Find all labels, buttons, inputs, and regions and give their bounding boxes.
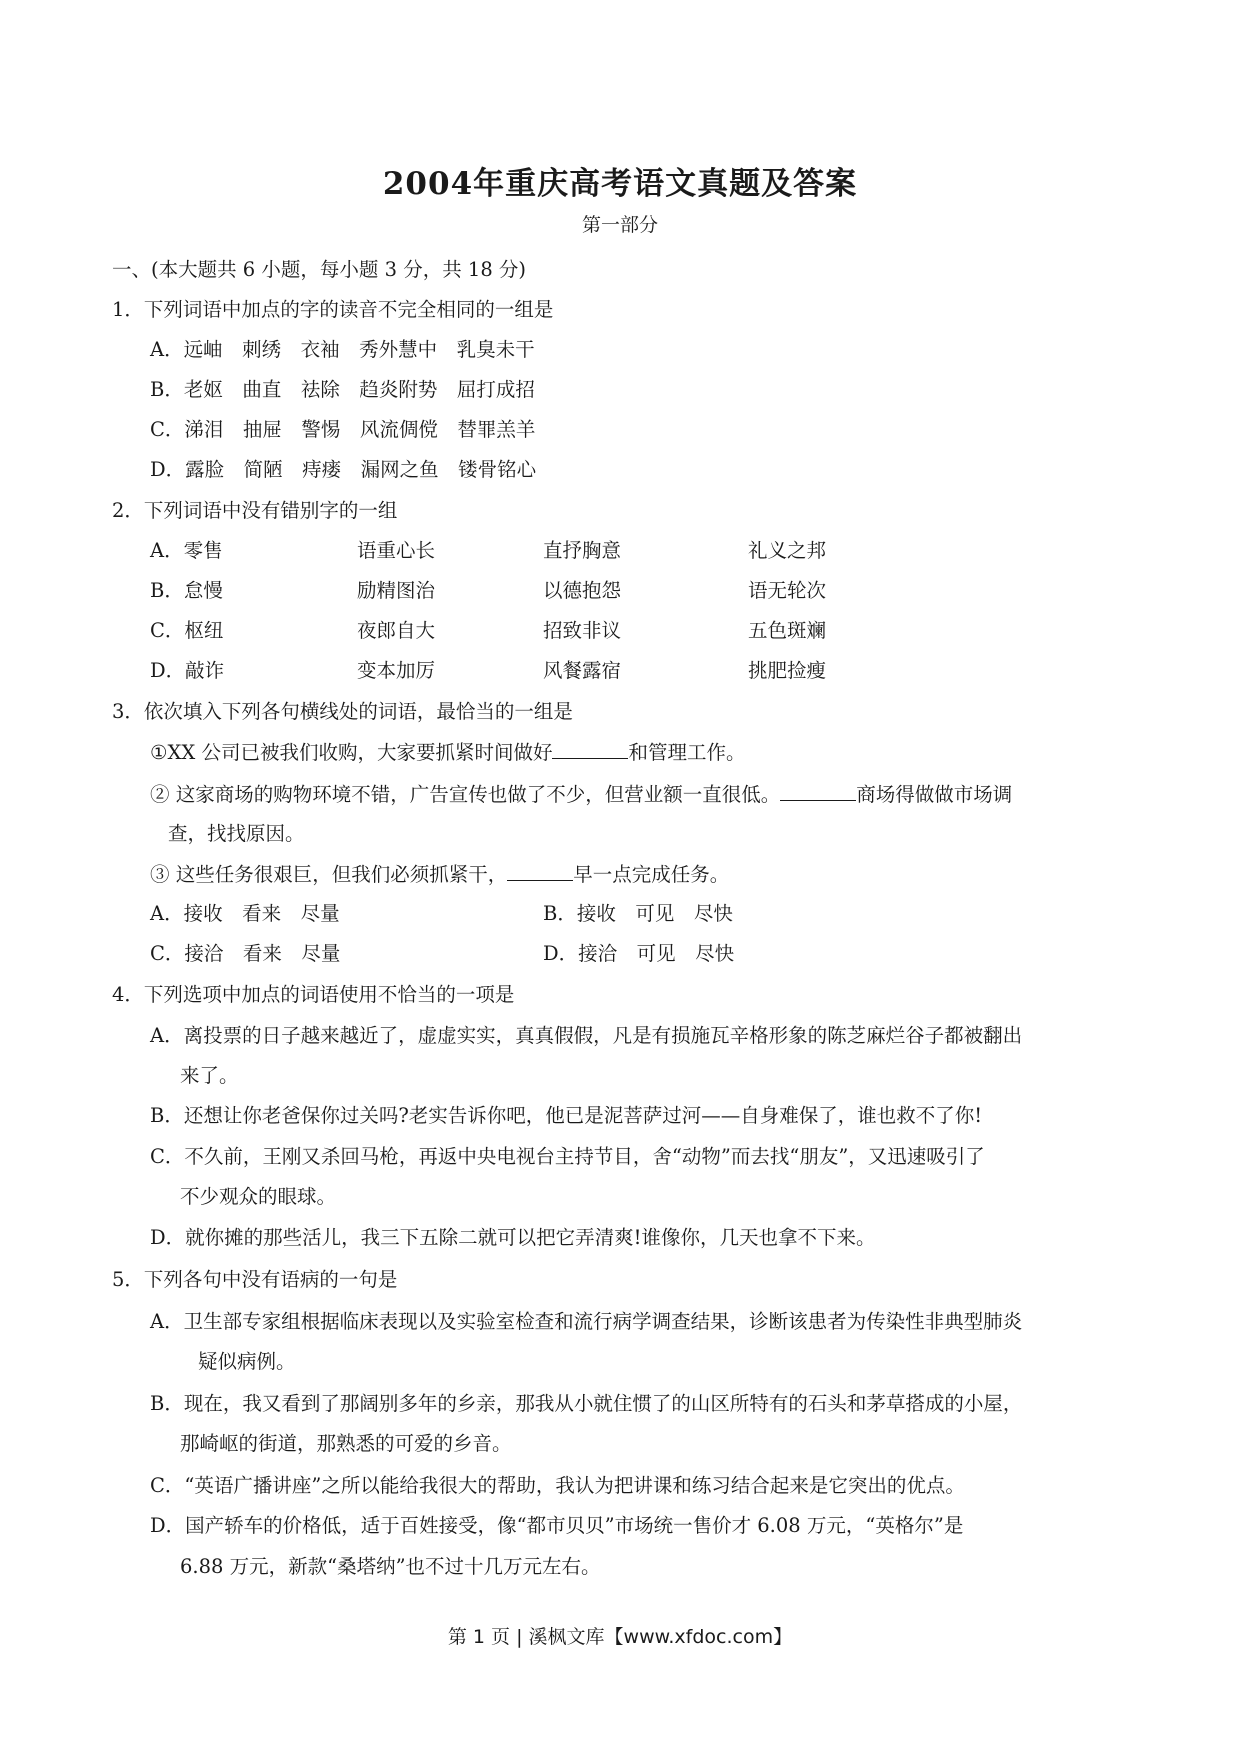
- q2-option-d-c4: 挑肥捡瘦: [748, 659, 827, 682]
- q5-option-a-cont: 疑似病例。: [198, 1350, 296, 1373]
- q2-option-c-c3: 招致非议: [543, 619, 622, 642]
- q4-option-c-cont: 不少观众的眼球。: [180, 1185, 337, 1208]
- page-title: 2004年重庆高考语文真题及答案: [382, 166, 858, 202]
- q2-option-b-c2: 励精图治: [357, 579, 436, 602]
- q3-option-a: A．接收 看来 尽量: [150, 902, 340, 925]
- q2-stem: 2．下列词语中没有错别字的一组: [112, 499, 398, 522]
- q5-option-d: D．国产轿车的价格低，适于百姓接受，像“都市贝贝”市场统一售价才 6.08 万元，“英格尔”是: [150, 1514, 964, 1537]
- q5-option-d-cont: 6.88 万元，新款“桑塔纳”也不过十几万元左右。: [180, 1555, 601, 1578]
- q2-option-a-c4: 礼义之邦: [748, 539, 827, 562]
- q3-option-b: B．接收 可见 尽快: [543, 902, 733, 925]
- q3-stem: 3．依次填入下列各句横线处的词语，最恰当的一组是: [112, 700, 573, 723]
- q2-option-a-c1: A．零售: [150, 539, 223, 562]
- q3-sentence-3: [150, 862, 729, 887]
- q2-option-c-c4: 五色斑斓: [748, 619, 827, 642]
- section-heading: 一、(本大题共 6 小题，每小题 3 分，共 18 分): [112, 258, 527, 281]
- q2-option-d-c2: 变本加厉: [357, 659, 436, 682]
- q3-s2-post: 商场得做做市场调: [856, 783, 1013, 806]
- q3-s3-pre: ③ 这些任务很艰巨，但我们必须抓紧干，: [150, 863, 508, 886]
- q5-option-a: A．卫生部专家组根据临床表现以及实验室检查和流行病学调查结果，诊断该患者为传染性非典型肺炎: [150, 1310, 1023, 1333]
- q5-option-b-cont: 那崎岖的街道，那熟悉的可爱的乡音。: [180, 1432, 512, 1455]
- q3-sentence-1: [150, 740, 745, 765]
- q1-option-b: B．老妪 曲直 祛除 趋炎附势 屈打成招: [150, 378, 535, 401]
- q3-s2-pre: ② 这家商场的购物环境不错，广告宣传也做了不少，但营业额一直很低。: [150, 783, 781, 806]
- q2-option-c-c1: C．枢纽: [150, 619, 224, 642]
- page-footer: 第 1 页 | 溪枫文库【www.xfdoc.com】: [447, 1626, 793, 1648]
- q2-option-a-c2: 语重心长: [357, 539, 436, 562]
- q2-option-d-c3: 风餐露宿: [543, 659, 622, 682]
- q4-option-b: B．还想让你老爸保你过关吗?老实告诉你吧，他已是泥菩萨过河——自身难保了，谁也救不了你!: [150, 1104, 983, 1127]
- q2-option-a-c3: 直抒胸意: [543, 539, 622, 562]
- q5-option-b: B．现在，我又看到了那阔别多年的乡亲，那我从小就住惯了的山区所特有的石头和茅草搭成的小屋，: [150, 1392, 1023, 1415]
- q1-stem: 1．下列词语中加点的字的读音不完全相同的一组是: [112, 298, 554, 321]
- page-subtitle: 第一部分: [581, 214, 658, 236]
- fill-blank: [552, 740, 628, 759]
- q1-option-a: A．远岫 刺绣 衣袖 秀外慧中 乳臭未干: [150, 338, 535, 361]
- q5-stem: 5．下列各句中没有语病的一句是: [112, 1268, 398, 1291]
- fill-blank: [507, 862, 573, 881]
- q4-stem: 4．下列选项中加点的词语使用不恰当的一项是: [112, 983, 515, 1006]
- q2-option-b-c3: 以德抱怨: [543, 579, 622, 602]
- q3-option-c: C．接洽 看来 尽量: [150, 942, 341, 965]
- q4-option-a-cont: 来了。: [180, 1064, 239, 1087]
- q3-sentence-2-cont: 查，找找原因。: [168, 822, 305, 845]
- q4-option-c: C．不久前，王刚又杀回马枪，再返中央电视台主持节目，舍“动物”而去找“朋友”，又迅速吸引了: [150, 1145, 985, 1168]
- q4-option-a: A．离投票的日子越来越近了，虚虚实实，真真假假，凡是有损施瓦辛格形象的陈芝麻烂谷子都被翻出: [150, 1024, 1023, 1047]
- q5-option-c: C．“英语广播讲座”之所以能给我很大的帮助，我认为把讲课和练习结合起来是它突出的优点。: [150, 1474, 965, 1497]
- q3-sentence-2: [150, 782, 1012, 807]
- q3-s1-pre: ①XX 公司已被我们收购，大家要抓紧时间做好: [150, 741, 553, 764]
- q3-s1-post: 和管理工作。: [628, 741, 746, 764]
- q3-s3-post: 早一点完成任务。: [573, 863, 730, 886]
- q4-option-d: D．就你摊的那些活儿，我三下五除二就可以把它弄清爽!谁像你，几天也拿不下来。: [150, 1226, 876, 1249]
- q2-option-b-c4: 语无轮次: [748, 579, 827, 602]
- q1-option-c: C．涕泪 抽屉 警惕 风流倜傥 替罪羔羊: [150, 418, 536, 441]
- q1-option-d: D．露脸 简陋 痔瘘 漏网之鱼 镂骨铭心: [150, 458, 537, 481]
- q2-option-d-c1: D．敲诈: [150, 659, 225, 682]
- fill-blank: [780, 782, 856, 801]
- q2-option-b-c1: B．怠慢: [150, 579, 223, 602]
- q3-option-d: D．接洽 可见 尽快: [543, 942, 735, 965]
- q2-option-c-c2: 夜郎自大: [357, 619, 436, 642]
